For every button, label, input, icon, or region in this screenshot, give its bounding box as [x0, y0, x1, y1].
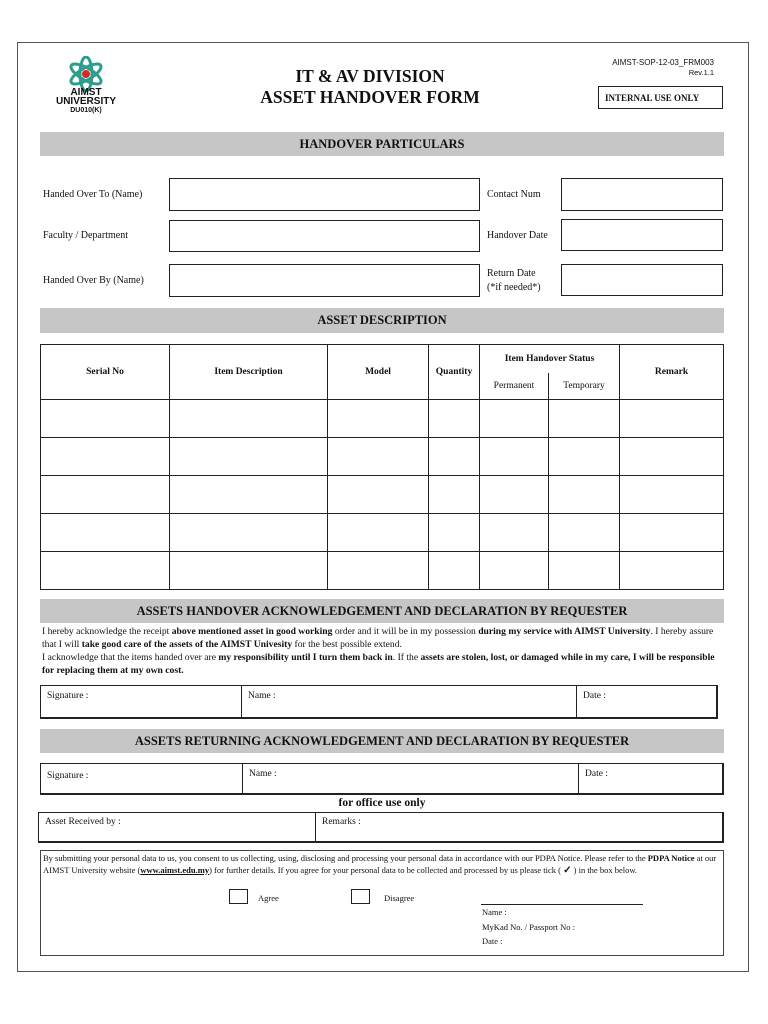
return-date-field[interactable] [579, 764, 722, 793]
cell[interactable] [41, 476, 170, 514]
cell[interactable] [328, 438, 429, 476]
col-quantity: Quantity [429, 345, 480, 400]
pdpa-notice [43, 853, 721, 876]
office-use-heading: for office use only [338, 797, 426, 809]
return-date-note: (*if needed*) [487, 282, 541, 293]
asset-table [40, 344, 724, 590]
pdpa-text: ) for further details. If you agree for your personal data to be collected and processed by us please tick ( [209, 864, 564, 875]
asset-description-heading: ASSET DESCRIPTION [40, 308, 724, 333]
date-label: Date : [585, 769, 608, 779]
col-serial-no: Serial No [41, 345, 170, 400]
cell[interactable] [620, 476, 724, 514]
table-row [41, 552, 724, 590]
cell[interactable] [549, 400, 620, 438]
col-temporary: Temporary [549, 373, 620, 400]
pdpa-text: By submitting your personal data to us, you consent to us collecting, using, disclosing and processing your personal data in accordance with our PDPA Notice. Please refer to the [43, 853, 648, 863]
internal-use-label: INTERNAL USE ONLY [605, 93, 700, 103]
cell[interactable] [429, 514, 480, 552]
cell[interactable] [549, 438, 620, 476]
col-remark: Remark [620, 345, 724, 400]
doc-reference: AIMST-SOP-12-03_FRM003 [612, 58, 714, 67]
logo [50, 56, 122, 116]
cell[interactable] [480, 514, 549, 552]
signature-line [481, 904, 643, 905]
handover-particulars-heading: HANDOVER PARTICULARS [40, 132, 724, 156]
signature-label: Signature : [47, 771, 89, 781]
decl-text-bold: my responsibility until I turn them back in [218, 652, 393, 663]
cell[interactable] [41, 552, 170, 590]
handover-declaration [42, 625, 724, 677]
cell[interactable] [170, 438, 328, 476]
handover-date-input[interactable] [561, 219, 723, 251]
cell[interactable] [480, 476, 549, 514]
title-line2: ASSET HANDOVER FORM [260, 87, 480, 107]
return-ack-heading: ASSETS RETURNING ACKNOWLEDGEMENT AND DECLARATION BY REQUESTER [40, 729, 724, 753]
disagree-label: Disagree [384, 893, 415, 903]
agree-label: Agree [258, 893, 279, 903]
logo-code: DU010(K) [70, 107, 102, 114]
cell[interactable] [620, 400, 724, 438]
handover-date-field[interactable] [577, 686, 716, 717]
cell[interactable] [620, 438, 724, 476]
pdpa-text: ) in the box below. [571, 864, 638, 875]
cell[interactable] [41, 438, 170, 476]
cell[interactable] [41, 400, 170, 438]
logo-sub: UNIVERSITY [55, 96, 116, 107]
website-link[interactable]: www.aimst.edu.my [140, 864, 210, 875]
cell[interactable] [480, 552, 549, 590]
date-label: Date : [583, 691, 606, 701]
received-by-label: Asset Received by : [45, 817, 121, 827]
handover-name-field[interactable] [242, 686, 577, 717]
agree-checkbox[interactable] [229, 889, 248, 904]
disagree-checkbox[interactable] [351, 889, 370, 904]
cell[interactable] [170, 400, 328, 438]
handed-over-to-input[interactable] [169, 178, 480, 211]
cell[interactable] [549, 476, 620, 514]
cell[interactable] [170, 514, 328, 552]
return-name-field[interactable] [243, 764, 579, 793]
cell[interactable] [41, 514, 170, 552]
handed-over-to-label: Handed Over To (Name) [43, 189, 143, 200]
cell[interactable] [429, 438, 480, 476]
doc-revision: Rev.1.1 [688, 68, 714, 77]
internal-use-badge [598, 86, 723, 109]
cell[interactable] [328, 552, 429, 590]
handed-over-by-input[interactable] [169, 264, 480, 297]
table-row [41, 438, 724, 476]
cell[interactable] [549, 514, 620, 552]
pdpa-mykad-label: MyKad No. / Passport No : [482, 922, 576, 932]
remarks-label: Remarks : [322, 817, 361, 827]
pdpa-name-label: Name : [482, 907, 507, 917]
return-signature-field[interactable] [41, 764, 243, 793]
name-label: Name : [248, 691, 276, 701]
decl-text-bold: during my service with AIMST University [478, 626, 651, 637]
pdpa-date-label: Date : [482, 936, 503, 946]
cell[interactable] [328, 400, 429, 438]
cell[interactable] [480, 400, 549, 438]
decl-text: I hereby acknowledge the receipt [42, 626, 172, 637]
title-line1: IT & AV DIVISION [295, 66, 445, 86]
col-permanent: Permanent [480, 373, 549, 400]
cell[interactable] [328, 514, 429, 552]
cell[interactable] [170, 552, 328, 590]
handover-signature-field[interactable] [41, 686, 242, 717]
pdpa-section [40, 850, 724, 956]
col-model: Model [328, 345, 429, 400]
table-row [41, 400, 724, 438]
cell[interactable] [480, 438, 549, 476]
cell[interactable] [429, 476, 480, 514]
table-row [41, 514, 724, 552]
return-signature-row [40, 763, 724, 795]
decl-text: I acknowledge that the items handed over are [42, 652, 219, 663]
return-date-input[interactable] [561, 264, 723, 296]
faculty-label: Faculty / Department [43, 230, 128, 241]
cell[interactable] [549, 552, 620, 590]
cell[interactable] [620, 514, 724, 552]
return-date-label: Return Date [487, 268, 536, 279]
handover-ack-heading: ASSETS HANDOVER ACKNOWLEDGEMENT AND DECLARATION BY REQUESTER [40, 599, 724, 623]
decl-text: for the best possible extend. [292, 639, 402, 650]
handed-over-by-label: Handed Over By (Name) [43, 275, 144, 286]
logo-name: AIMST [70, 87, 102, 98]
faculty-input[interactable] [169, 220, 480, 252]
handover-date-label: Handover Date [487, 230, 548, 241]
pdpa-text: at our AIMST University website ( [43, 853, 717, 875]
decl-text-bold: take good care of the assets of the AIMST Univesity [81, 639, 293, 650]
col-item-description: Item Description [170, 345, 328, 400]
name-label: Name : [249, 769, 277, 779]
cell[interactable] [620, 552, 724, 590]
tick-icon: ✓ [563, 864, 572, 876]
decl-text-bold: above mentioned asset in good working [171, 626, 333, 637]
office-use-row [38, 812, 724, 843]
cell[interactable] [429, 552, 480, 590]
table-row [41, 476, 724, 514]
cell[interactable] [328, 476, 429, 514]
cell[interactable] [429, 400, 480, 438]
decl-text: order and it will be in my possession [332, 626, 479, 637]
asset-received-by-field[interactable] [39, 813, 316, 841]
contact-input[interactable] [561, 178, 723, 211]
handover-signature-row [40, 685, 718, 719]
signature-label: Signature : [47, 691, 89, 701]
decl-text: . If the [392, 652, 421, 663]
decl-text: . I hereby assure that I will [42, 626, 714, 650]
col-handover-status: Item Handover Status [480, 345, 620, 373]
cell[interactable] [170, 476, 328, 514]
decl-text-bold: assets are stolen, lost, or damaged while in my care, I will be responsible for replacing them at my own cost. [42, 652, 715, 676]
pdpa-notice-link[interactable]: PDPA Notice [647, 853, 695, 863]
contact-label: Contact Num [487, 189, 541, 200]
remarks-field[interactable] [316, 813, 722, 841]
